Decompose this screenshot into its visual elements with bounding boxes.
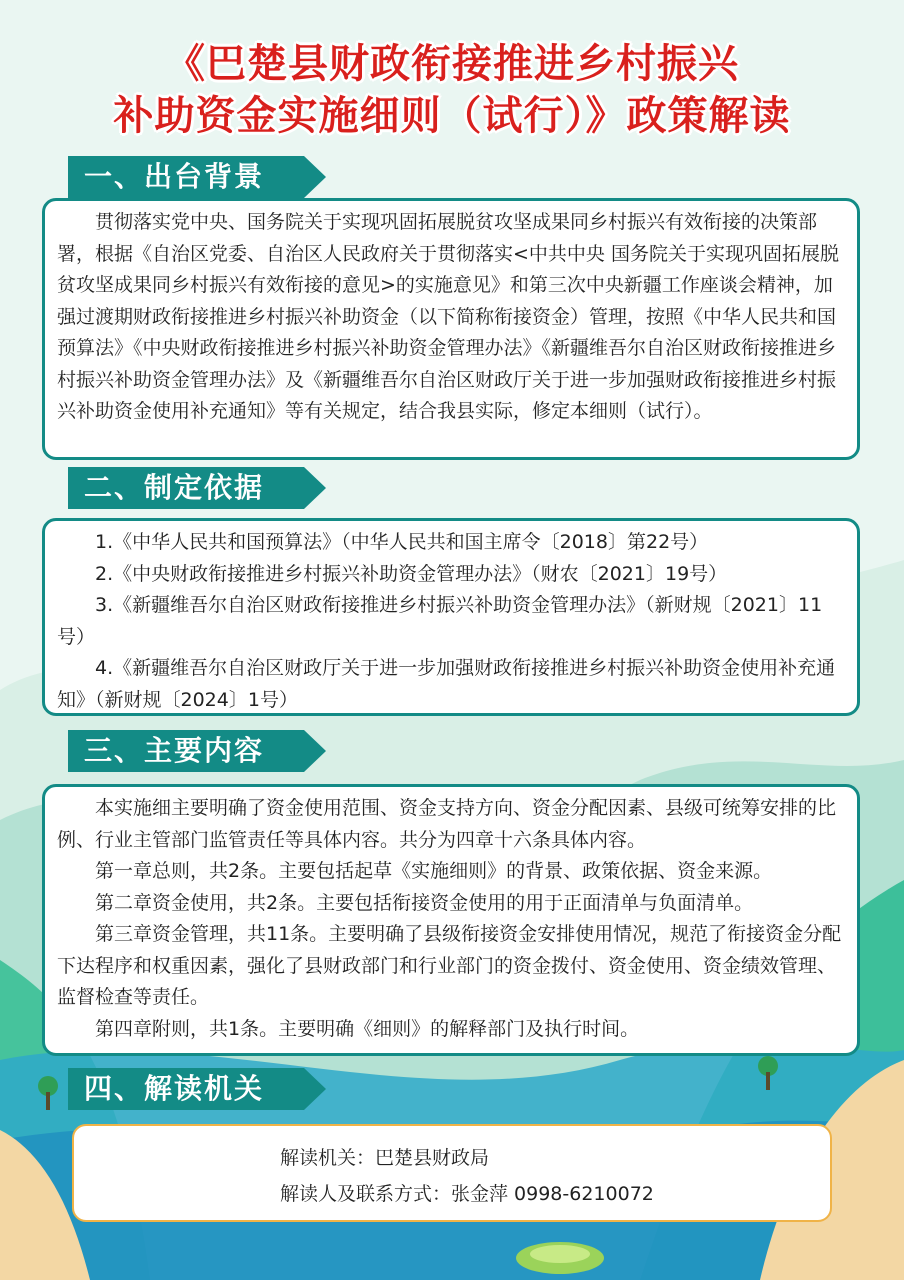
section-heading-text: 一、出台背景 — [84, 160, 265, 193]
title-line-1: 《巴楚县财政衔接推进乡村振兴 — [165, 41, 739, 87]
section-heading-text: 二、制定依据 — [84, 471, 265, 504]
heading-arrow-shape — [304, 156, 326, 198]
heading-arrow-shape — [304, 1068, 326, 1110]
content-paragraph-1: 本实施细主要明确了资金使用范围、资金支持方向、资金分配因素、县级可统筹安排的比例、行业主管部门监管责任等具体内容。共分为四章十六条具体内容。 — [57, 797, 837, 851]
authority-line: 解读机关：巴楚县财政局 — [280, 1147, 490, 1169]
contact-line: 解读人及联系方式：张金萍 0998-6210072 — [280, 1183, 654, 1205]
background-card — [42, 198, 860, 460]
basis-item-4: 4.《新疆维吾尔自治区财政厅关于进一步加强财政衔接推进乡村振兴补助资金使用补充通知》（新财规〔2024〕1号） — [57, 657, 836, 711]
section-heading-text: 三、主要内容 — [84, 734, 265, 767]
basis-item-1: 1.《中华人民共和国预算法》（中华人民共和国主席令〔2018〕第22号） — [95, 531, 709, 553]
basis-card — [42, 518, 860, 716]
poster-title — [0, 38, 904, 142]
basis-item-2: 2.《中央财政衔接推进乡村振兴补助资金管理办法》（财农〔2021〕19号） — [95, 562, 728, 585]
heading-arrow-shape — [304, 730, 326, 772]
section-heading-text: 四、解读机关 — [84, 1072, 265, 1105]
heading-arrow-shape — [304, 467, 326, 509]
content-paragraph-3: 第二章资金使用，共2条。主要包括衔接资金使用的用于正面清单与负面清单。 — [95, 891, 754, 914]
basis-item-3: 3.《新疆维吾尔自治区财政衔接推进乡村振兴补助资金管理办法》（新财规〔2021〕11号） — [57, 594, 823, 648]
section-heading-basis — [68, 467, 304, 509]
content-paragraph-4: 第三章资金管理，共11条。主要明确了县级衔接资金安排使用情况，规范了衔接资金分配下达程序和权重因素，强化了县财政部门和行业部门的资金拨付、资金使用、资金绩效管理、监督检查等责任。 — [57, 923, 842, 1008]
content-paragraph-5: 第四章附则，共1条。主要明确《细则》的解释部门及执行时间。 — [95, 1017, 640, 1040]
title-line-2: 补助资金实施细则（试行）》政策解读 — [113, 93, 791, 139]
content-paragraph-2: 第一章总则，共2条。主要包括起草《实施细则》的背景、政策依据、资金来源。 — [95, 860, 773, 882]
background-paragraph: 贯彻落实党中央、国务院关于实现巩固拓展脱贫攻坚成果同乡村振兴有效衔接的决策部署，根据《自治区党委、自治区人民政府关于贯彻落实<中共中央 国务院关于实现巩固拓展脱贫攻坚成果同乡村振兴有效衔接的意见>的实施意见》和第三次中央新疆工作座谈会精神，加强过渡期财政衔接推进乡村振兴补助资金（以下简称衔接资金）管理，按照《中华人民共和国预算法》《中央财政衔接推进乡村振兴补助资金管理办法》《新疆维吾尔自治区财政衔接推进乡村振兴补助资金管理办法》及《新疆维吾尔自治区财政厅关于进一步加强财政衔接推进乡村振兴补助资金使用补充通知》等有关规定，结合我县实际，修定本细则（试行）。 — [57, 211, 839, 422]
section-heading-content — [68, 730, 304, 772]
section-heading-authority — [68, 1068, 304, 1110]
section-heading-background — [68, 156, 304, 198]
authority-card — [72, 1124, 832, 1222]
content-card — [42, 784, 860, 1056]
